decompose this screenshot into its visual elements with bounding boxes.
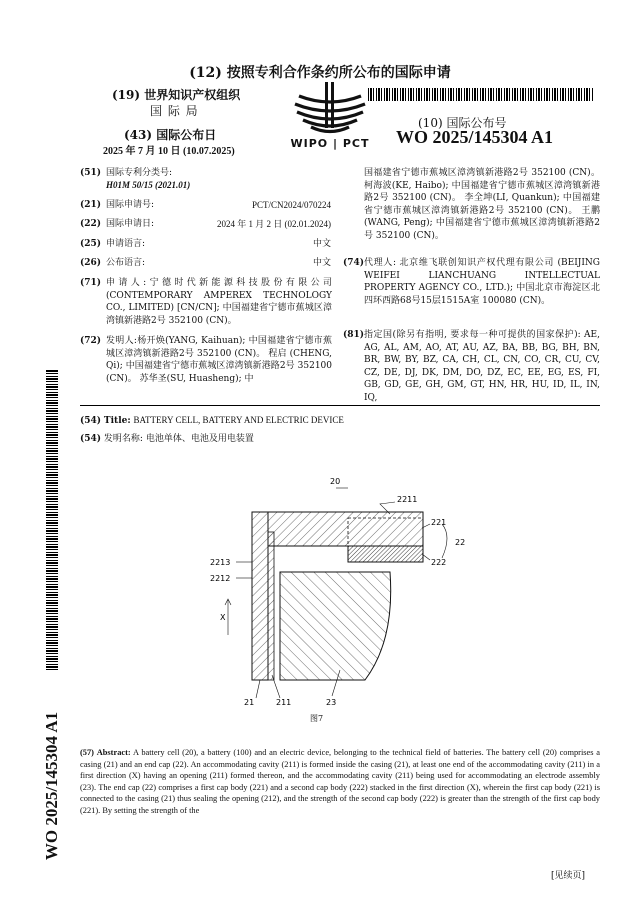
side-publication-number: WO 2025/145304 A1 [42,711,61,861]
field-22: (22) 国际申请日: [80,219,155,229]
figure-label-211: 211 [276,698,292,707]
figure [200,470,500,730]
field-51-value: H01M 50/15 (2021.01) [106,180,191,190]
pub-date-label: (43) 国际公布日 [124,128,217,142]
field-21: (21) 国际申请号: [80,200,155,210]
wipo-emblem-icon [285,80,375,138]
continued-on-next-page: [见续页] [551,871,586,881]
field-25-value: 中文 [312,239,331,249]
title-chinese: (54) 发明名称: 电池单体、电池及用电装置 [80,434,254,444]
figure-label-20: 20 [330,477,341,486]
field-74-text: 代理人: 北京维飞联创知识产权代理有限公司 (BEIJING WEIFEI LIANCHUANG INTELLECTUAL PROPERTY AGENCY CO., LTD.); 中国北京市海淀区北四环西路68号15层1515A室 100080 (CN)。 [364,258,600,306]
inventors-continued: 国福建省宁德市蕉城区漳湾镇新港路2号 352100 (CN)。 柯海波(KE, Haibo); 中国福建省宁德市蕉城区漳湾镇新港路2号 352100 (CN)。 李全坤(LI, Quankun); 中国福建省宁德市蕉城区漳湾镇新港路2号 352100 (CN)。 王鹏(WANG, Peng); 中国福建省宁德市蕉城区漳湾镇新港路2号 352100 (CN)。 [364,168,600,241]
field-81: (81) [343,330,365,340]
field-74: (74) [343,258,365,268]
wipo-logo [285,80,375,150]
figure-label-22: 22 [455,538,466,547]
figure-label-221: 221 [431,518,447,527]
document-title: (12) 按照专利合作条约所公布的国际申请 [189,65,451,81]
pub-no: WO 2025/145304 A1 [396,127,554,147]
org-line-2: 国 际 局 [150,104,199,118]
pub-no-label: (10) 国际公布号 [418,116,507,130]
abstract: (57) Abstract: A battery cell (20), a battery (100) and an electric device, belonging to the technical field of batteries. The battery cell (20) comprises a casing (21) and an end cap (22). An accommodating cavity (211) is formed inside the casing (21), at least one end of the accommodating cavity (211) in a first direction (X) having an opening (211) formed thereon, and the accommodating cavity (211) being used for accommodating an electrode assembly (23). The end cap (22) comprises a first cap body (221) and a second cap body (222) stacked in the first direction (X), wherein the first cap body (221) is connected to the casing (21) thus sealing the opening (212), and the strength of the second cap body (222) is greater than the strength of the first cap body (221). By setting the strength of the [80,748,601,815]
divider-line [80,405,600,406]
figure-label-23: 23 [326,698,337,707]
field-25: (25) 申请语言: [80,239,146,249]
pub-date: 2025 年 7 月 10 日 (10.07.2025) [103,146,235,157]
figure-label-21: 21 [244,698,255,707]
figure-caption: 图7 [310,714,324,723]
figure-drawing [200,470,500,730]
field-71: (71) [80,278,102,288]
figure-label-2212: 2212 [210,574,231,583]
figure-label-222: 222 [431,558,447,567]
field-21-value: PCT/CN2024/070224 [251,200,331,210]
wipo-pct-text: WIPO | PCT [290,137,370,150]
field-72: (72) [80,336,102,346]
org-line-1: (19) 世界知识产权组织 [112,88,241,102]
field-22-value: 2024 年 1 月 2 日 (02.01.2024) [217,219,331,229]
side-barcode [46,370,58,670]
field-72-text: 发明人:杨开焕(YANG, Kaihuan); 中国福建省宁德市蕉城区漳湾镇新港路2号 352100 (CN)。 程启 (CHENG, Qi); 中国福建省宁德市蕉城区漳湾镇新港路2号 352100 (CN)。 苏华圣(SU, Huasheng); 中 [106,336,332,384]
figure-label-x: X [220,613,226,622]
figure-label-2211: 2211 [397,495,418,504]
barcode [368,88,593,101]
field-26: (26) 公布语言: [80,258,146,268]
field-81-text: 指定国(除另有指明, 要求每一种可提供的国家保护): AE, AG, AL, AM, AO, AT, AU, AZ, BA, BB, BG, BH, BN, BR, BW, BY, BZ, CA, CH, CL, CN, CO, CR, CU, CV, CZ, DE, DJ, DK, DM, DO, DZ, EC, EE, EG, ES, FI, GB, GD, GE, GH, GM, GT, HN, HR, HU, ID, IL, IN, IQ, [364,330,600,403]
field-26-value: 中文 [312,258,331,268]
figure-label-2213: 2213 [210,558,231,567]
field-71-text: 申请人:宁德时代新能源科技股份有限公司 (CONTEMPORARY AMPEREX TECHNOLOGY CO., LIMITED) [CN/CN]; 中国福建省宁德市蕉城区漳湾镇新港路2号 352100 (CN)。 [106,278,332,326]
field-51: (51) 国际专利分类号: [80,168,173,178]
title-english: (54) Title: BATTERY CELL, BATTERY AND ELECTRIC DEVICE [80,415,344,426]
